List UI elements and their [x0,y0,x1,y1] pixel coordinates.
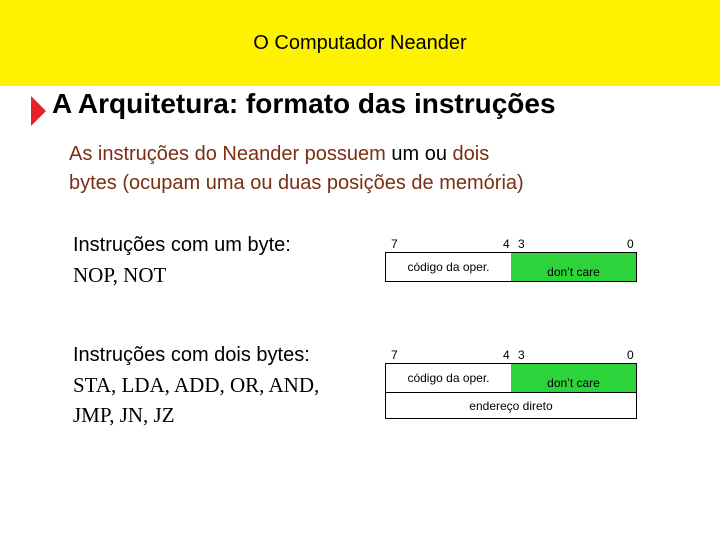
dont-care-field-label: don’t care [547,265,600,279]
two-byte-label: Instruções com dois bytes: [73,344,310,366]
section-heading: A Arquitetura: formato das instruções [52,88,556,119]
address-field [386,393,636,418]
two-byte-examples-line1: STA, LDA, ADD, OR, AND, [73,373,320,397]
bit-3-label: 3 [518,237,525,251]
one-byte-label: Instruções com um byte: [73,234,291,256]
bit-7-label: 7 [391,237,398,251]
one-byte-examples: NOP, NOT [73,263,167,287]
bit-0-label: 0 [627,348,634,362]
intro-paragraph [69,140,658,198]
two-byte-instruction-box [385,363,637,419]
opcode-field [386,364,511,392]
bit-4-label: 4 [503,237,510,251]
two-byte-examples-line2: JMP, JN, JZ [73,403,175,427]
intro-text-2: um ou [385,143,453,165]
dont-care-field [511,364,636,392]
intro-text-1: As instruções do Neander possuem [69,143,386,165]
intro-text-3: dois [452,143,490,165]
opcode-field-label: código da oper. [407,260,490,274]
bit-0-label: 0 [627,237,634,251]
opcode-field [386,253,511,281]
bit-4-label: 4 [503,348,510,362]
bullet-arrow-icon [31,96,46,126]
dont-care-field-label: don’t care [547,376,600,390]
title-bar [0,0,720,86]
bit-7-label: 7 [391,348,398,362]
one-byte-label-block [73,230,291,290]
one-byte-instruction-box [385,252,637,282]
address-field-label: endereço direto [469,398,553,413]
bit-3-label: 3 [518,348,525,362]
dont-care-field [511,253,636,281]
opcode-field-label: código da oper. [407,371,490,385]
two-byte-label-block [73,340,319,430]
slide-title: O Computador Neander [253,32,467,54]
intro-text-4: bytes (ocupam uma ou duas posições de memória) [69,172,524,194]
